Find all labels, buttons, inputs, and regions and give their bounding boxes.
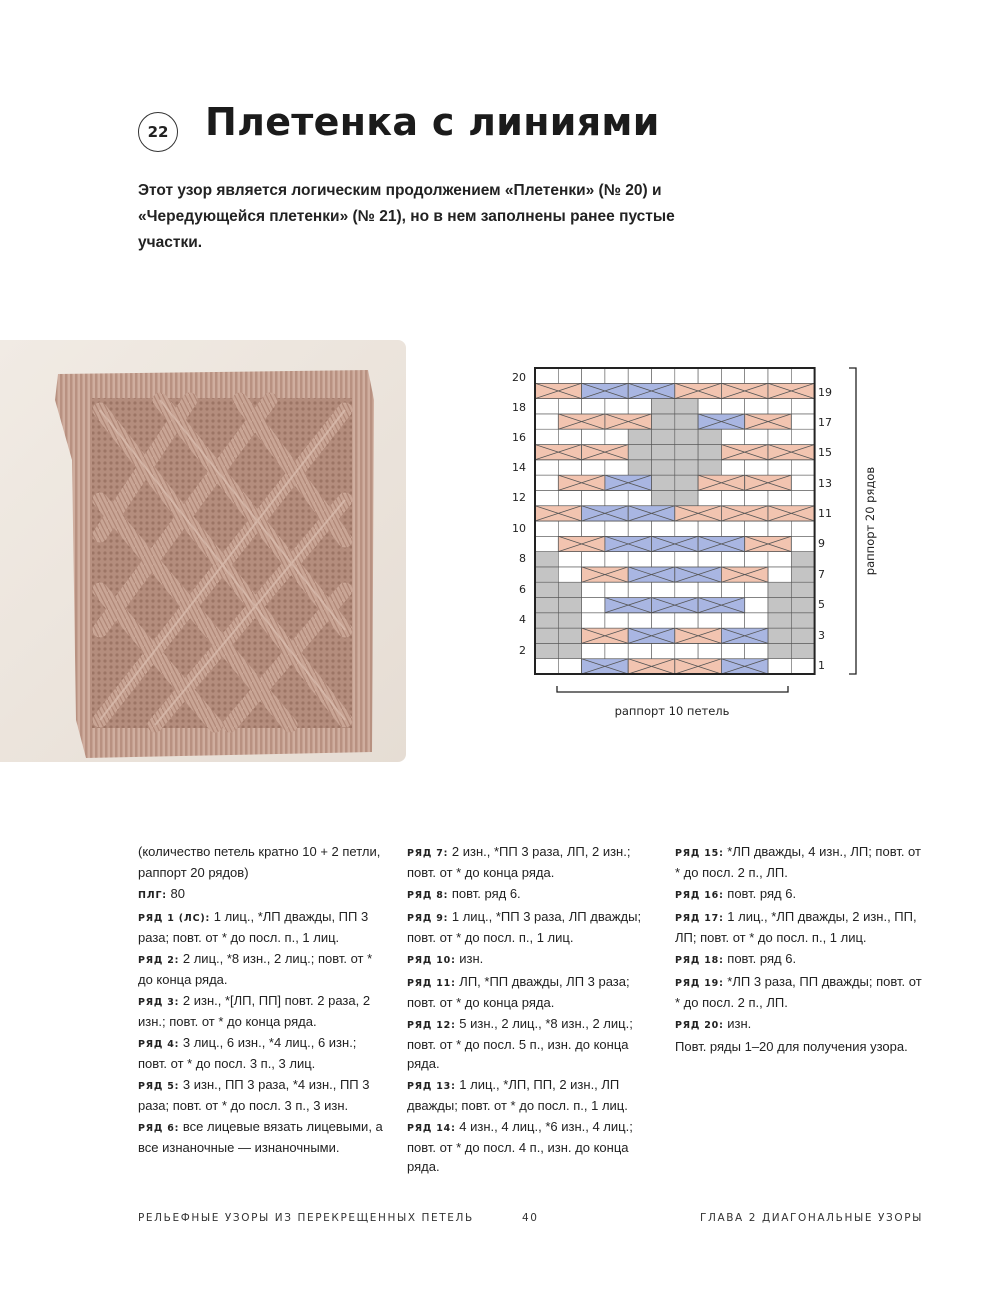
chart-cell — [768, 598, 791, 613]
chart-cell — [791, 475, 814, 490]
row-number: 15 — [818, 446, 832, 459]
chart-cell — [628, 368, 651, 383]
chart-cell — [768, 490, 791, 505]
chart-cell — [558, 613, 581, 628]
chart-cell — [675, 368, 698, 383]
chart-cell — [768, 552, 791, 567]
chart-cell — [652, 460, 675, 475]
chart-grid — [535, 368, 815, 674]
chart-cell — [582, 582, 605, 597]
chart-cell — [582, 399, 605, 414]
chart-cell — [535, 552, 558, 567]
chart-cell — [675, 643, 698, 658]
chart-cell — [535, 536, 558, 551]
chart-cell — [605, 490, 628, 505]
chart-cell — [698, 429, 721, 444]
chart-cell — [628, 582, 651, 597]
chart-cell — [535, 460, 558, 475]
chart-cell — [628, 460, 651, 475]
chart-cell — [791, 643, 814, 658]
chart-cell — [535, 582, 558, 597]
chart-cell — [698, 490, 721, 505]
instruction-line: РЯД 8: повт. ряд 6. — [407, 886, 521, 901]
chart-cell — [675, 582, 698, 597]
chart-cell — [721, 368, 744, 383]
intro-paragraph: Этот узор является логическим продолжением «Плетенки» (№ 20) и «Чередующейся плетенки» (№ 21), но в нем заполнены ранее пустые участки. — [138, 182, 675, 251]
chart-cell — [745, 399, 768, 414]
chart-cell — [652, 368, 675, 383]
chart-cell — [558, 460, 581, 475]
chart-cell — [768, 368, 791, 383]
chart-cell — [768, 582, 791, 597]
chart-cell — [698, 460, 721, 475]
instruction-line: РЯД 1 (ЛС): 1 лиц., *ЛП дважды, ПП 3 раза; повт. от * до посл. п., 1 лиц. — [138, 909, 369, 945]
chart-cell — [675, 414, 698, 429]
chart-cell — [628, 613, 651, 628]
instruction-line: РЯД 18: повт. ряд 6. — [675, 951, 797, 966]
chart-cell — [605, 582, 628, 597]
instruction-line: РЯД 16: повт. ряд 6. — [675, 886, 797, 901]
chart-cell — [698, 521, 721, 536]
chart-cell — [535, 643, 558, 658]
chart-cell — [605, 399, 628, 414]
chart-cell — [582, 460, 605, 475]
instruction-line: РЯД 7: 2 изн., *ПП 3 раза, ЛП, 2 изн.; повт. от * до конца ряда. — [407, 844, 631, 880]
chart-cell — [721, 399, 744, 414]
row-number: 5 — [818, 598, 825, 611]
pattern-number-badge — [138, 112, 178, 152]
chart-cell — [768, 613, 791, 628]
chart-cell — [605, 429, 628, 444]
chart-cell — [628, 399, 651, 414]
chart-cell — [558, 552, 581, 567]
chart-cell — [791, 414, 814, 429]
instruction-line: РЯД 13: 1 лиц., *ЛП, ПП, 2 изн., ЛП дважды; повт. от * до посл. п., 1 лиц. — [407, 1077, 628, 1113]
chart-cell — [791, 429, 814, 444]
chart-cell — [721, 613, 744, 628]
row-number: 8 — [519, 552, 526, 565]
chart-cell — [675, 399, 698, 414]
instruction-line: РЯД 14: 4 изн., 4 лиц., *6 изн., 4 лиц.; повт. от * до посл. 4 п., изн. до конца ряда. — [407, 1119, 633, 1174]
chart-cell — [582, 552, 605, 567]
chart-cell — [582, 598, 605, 613]
chart-cell — [652, 643, 675, 658]
chart-cell — [675, 445, 698, 460]
instructions-column-1 — [138, 842, 388, 1159]
footer-chapter-title: ГЛАВА 2 ДИАГОНАЛЬНЫЕ УЗОРЫ — [699, 1212, 923, 1224]
chart-cell — [745, 643, 768, 658]
row-number: 16 — [512, 431, 526, 444]
chart-cell — [605, 521, 628, 536]
chart-cell — [535, 429, 558, 444]
instruction-line: (количество петель кратно 10 + 2 петли, раппорт 20 рядов) — [138, 844, 381, 880]
instruction-line: РЯД 2: 2 лиц., *8 изн., 2 лиц.; повт. от * до конца ряда. — [138, 951, 373, 987]
row-number: 10 — [512, 522, 526, 535]
instructions-column-3 — [675, 842, 925, 1058]
chart-cell — [535, 490, 558, 505]
chart-cell — [535, 628, 558, 643]
chart-cell — [605, 613, 628, 628]
row-number: 7 — [818, 568, 825, 581]
chart-cell — [558, 567, 581, 582]
chart-cell — [675, 475, 698, 490]
chart-cell — [698, 552, 721, 567]
chart-cell — [652, 552, 675, 567]
chart-cell — [721, 429, 744, 444]
footer-section-title: РЕЛЬЕФНЫЕ УЗОРЫ ИЗ ПЕРЕКРЕЩЕННЫХ ПЕТЕЛЬ — [138, 1212, 474, 1224]
chart-cell — [791, 490, 814, 505]
instruction-line: РЯД 3: 2 изн., *[ЛП, ПП] повт. 2 раза, 2 изн.; повт. от * до конца ряда. — [138, 993, 371, 1029]
chart-cell — [628, 429, 651, 444]
page-title: Плетенка с линиями — [205, 100, 660, 144]
page-number: 40 — [522, 1212, 539, 1224]
chart-cell — [791, 582, 814, 597]
chart-cell — [721, 460, 744, 475]
chart-cell — [698, 368, 721, 383]
chart-cell — [745, 613, 768, 628]
row-number: 17 — [818, 416, 832, 429]
row-number: 3 — [818, 629, 825, 642]
chart-cell — [768, 628, 791, 643]
chart-cell — [628, 552, 651, 567]
row-number: 2 — [519, 644, 526, 657]
chart-cell — [675, 613, 698, 628]
chart-cell — [535, 521, 558, 536]
instruction-line: РЯД 17: 1 лиц., *ЛП дважды, 2 изн., ПП, ЛП; повт. от * до посл. п., 1 лиц. — [675, 909, 917, 945]
chart-cell — [628, 521, 651, 536]
chart-cell — [791, 521, 814, 536]
instruction-line: РЯД 19: *ЛП 3 раза, ПП дважды; повт. от * до посл. 2 п., ЛП. — [675, 974, 922, 1010]
row-number: 18 — [512, 401, 526, 414]
chart-cell — [652, 414, 675, 429]
chart-cell — [721, 552, 744, 567]
row-number: 6 — [519, 583, 526, 596]
chart-cell — [582, 643, 605, 658]
chart-cell — [675, 552, 698, 567]
chart-cell — [535, 368, 558, 383]
chart-cell — [652, 399, 675, 414]
chart-cell — [605, 368, 628, 383]
chart-cell — [558, 429, 581, 444]
instruction-line: РЯД 10: изн. — [407, 951, 484, 966]
instruction-line: РЯД 9: 1 лиц., *ПП 3 раза, ЛП дважды; повт. от * до посл. п., 1 лиц. — [407, 909, 642, 945]
chart-cell — [582, 613, 605, 628]
row-repeat-bracket — [849, 368, 856, 674]
chart-cell — [535, 567, 558, 582]
chart-cell — [768, 659, 791, 674]
row-number: 9 — [818, 537, 825, 550]
chart-cell — [535, 399, 558, 414]
chart-cell — [768, 567, 791, 582]
chart-cell — [558, 582, 581, 597]
chart-cell — [675, 460, 698, 475]
stitch-repeat-bracket — [557, 686, 788, 692]
chart-cell — [535, 659, 558, 674]
chart-cell — [535, 414, 558, 429]
chart-cell — [791, 613, 814, 628]
chart-cell — [721, 521, 744, 536]
chart-cell — [745, 552, 768, 567]
chart-cell — [745, 368, 768, 383]
instruction-line: РЯД 15: *ЛП дважды, 4 изн., ЛП; повт. от * до посл. 2 п., ЛП. — [675, 844, 921, 880]
stitch-repeat-label: раппорт 10 петель — [614, 704, 730, 718]
chart-cell — [791, 567, 814, 582]
chart-cell — [628, 490, 651, 505]
instruction-line: РЯД 20: изн. — [675, 1016, 752, 1031]
chart-cell — [721, 490, 744, 505]
chart-cell — [791, 460, 814, 475]
chart-cell — [745, 598, 768, 613]
chart-cell — [582, 490, 605, 505]
chart-cell — [652, 429, 675, 444]
chart-cell — [768, 399, 791, 414]
chart-cell — [768, 460, 791, 475]
chart-cell — [791, 659, 814, 674]
chart-cell — [558, 598, 581, 613]
row-number: 1 — [818, 659, 825, 672]
instructions-column-2 — [407, 842, 657, 1178]
chart-cell — [535, 475, 558, 490]
chart-cell — [605, 643, 628, 658]
chart-cell — [535, 598, 558, 613]
row-number: 20 — [512, 371, 526, 384]
chart-cell — [558, 628, 581, 643]
chart-cell — [721, 582, 744, 597]
chart-cell — [745, 429, 768, 444]
chart-cell — [675, 429, 698, 444]
chart-cell — [605, 552, 628, 567]
pattern-number: 22 — [147, 123, 169, 141]
chart-cell — [745, 460, 768, 475]
chart-cell — [791, 628, 814, 643]
chart-cell — [791, 399, 814, 414]
chart-cell — [698, 445, 721, 460]
chart-cell — [698, 613, 721, 628]
instruction-line: РЯД 6: все лицевые вязать лицевыми, а все изнаночные — изнаночными. — [138, 1119, 383, 1155]
chart-cell — [652, 445, 675, 460]
chart-cell — [582, 429, 605, 444]
row-number: 19 — [818, 386, 832, 399]
chart-cell — [675, 490, 698, 505]
chart-cell — [558, 399, 581, 414]
chart-cell — [791, 536, 814, 551]
chart-cell — [652, 521, 675, 536]
row-repeat-label: раппорт 20 рядов — [863, 466, 877, 576]
chart-cell — [535, 613, 558, 628]
chart-cell — [768, 429, 791, 444]
right-row-numbers — [818, 386, 832, 672]
chart-cell — [652, 490, 675, 505]
knitting-chart — [500, 360, 900, 740]
chart-cell — [652, 582, 675, 597]
chart-cell — [582, 521, 605, 536]
row-number: 13 — [818, 477, 832, 490]
chart-cell — [698, 582, 721, 597]
chart-cell — [558, 521, 581, 536]
chart-cell — [768, 521, 791, 536]
chart-cell — [768, 643, 791, 658]
swatch-photo — [0, 340, 406, 762]
instruction-line: РЯД 11: ЛП, *ПП дважды, ЛП 3 раза; повт. от * до конца ряда. — [407, 974, 630, 1010]
chart-cell — [558, 490, 581, 505]
chart-cell — [698, 399, 721, 414]
instruction-line: Повт. ряды 1–20 для получения узора. — [675, 1039, 908, 1054]
chart-cell — [558, 659, 581, 674]
chart-cell — [628, 643, 651, 658]
instruction-line: РЯД 12: 5 изн., 2 лиц., *8 изн., 2 лиц.; повт. от * до посл. 5 п., изн. до конца ряда. — [407, 1016, 633, 1071]
chart-cell — [698, 643, 721, 658]
chart-cell — [791, 368, 814, 383]
chart-cell — [675, 521, 698, 536]
instruction-line: ПЛГ: 80 — [138, 886, 185, 901]
chart-cell — [582, 368, 605, 383]
chart-cell — [558, 643, 581, 658]
chart-cell — [745, 582, 768, 597]
chart-cell — [605, 460, 628, 475]
row-number: 12 — [512, 491, 526, 504]
chart-cell — [628, 445, 651, 460]
chart-cell — [791, 598, 814, 613]
chart-cell — [652, 613, 675, 628]
chart-cell — [652, 475, 675, 490]
chart-cell — [745, 490, 768, 505]
chart-cell — [745, 521, 768, 536]
left-row-numbers — [512, 371, 526, 657]
row-number: 14 — [512, 461, 526, 474]
row-number: 4 — [519, 613, 526, 626]
chart-cell — [558, 368, 581, 383]
instruction-line: РЯД 4: 3 лиц., 6 изн., *4 лиц., 6 изн.; повт. от * до посл. 3 п., 3 лиц. — [138, 1035, 357, 1071]
row-number: 11 — [818, 507, 832, 520]
chart-cell — [791, 552, 814, 567]
chart-cell — [721, 643, 744, 658]
instruction-line: РЯД 5: 3 изн., ПП 3 раза, *4 изн., ПП 3 раза; повт. от * до посл. 3 п., 3 изн. — [138, 1077, 370, 1113]
